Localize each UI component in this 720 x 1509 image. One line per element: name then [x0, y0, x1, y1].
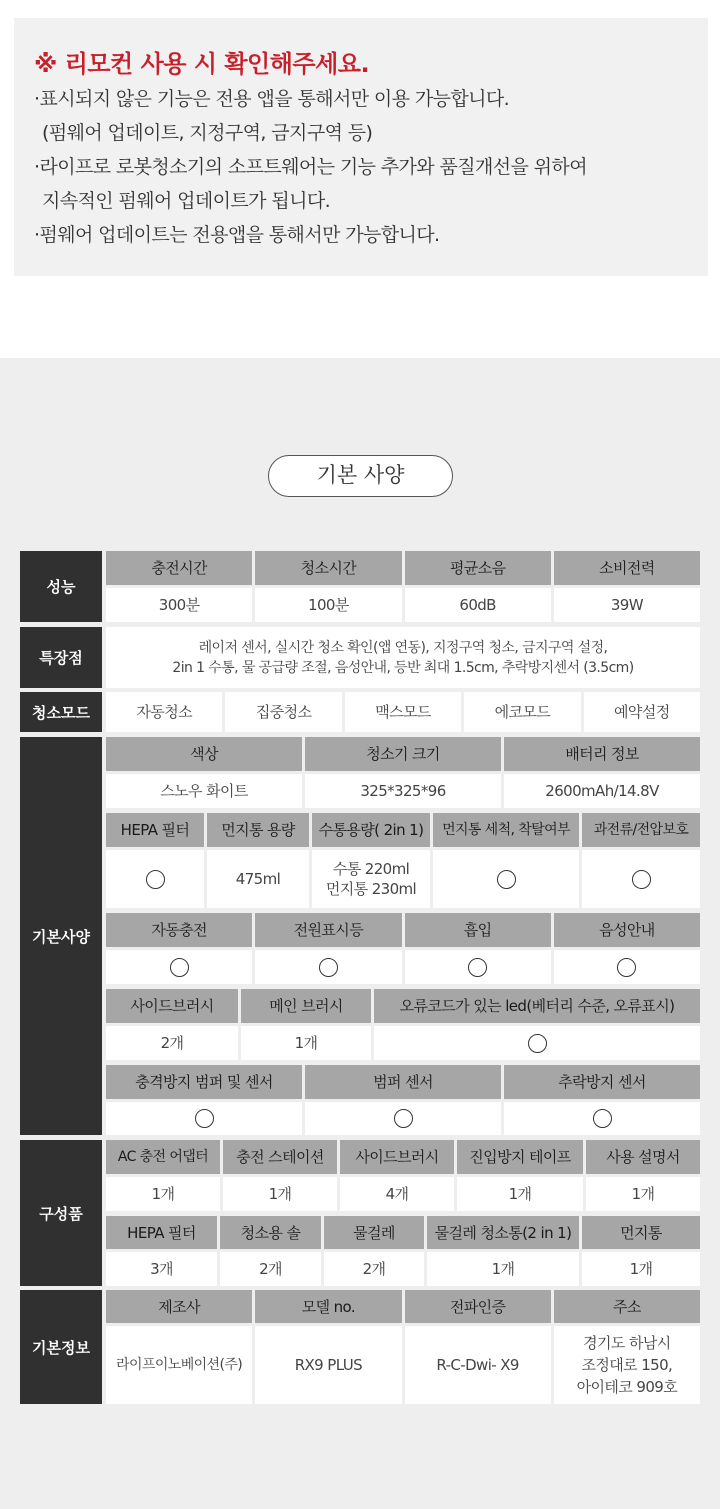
header-cell: AC 충전 어댑터 [106, 1140, 220, 1174]
header-cell: 모델 no. [255, 1290, 401, 1323]
circle-mark-icon [593, 1109, 612, 1128]
header-cell: 범퍼 센서 [305, 1065, 501, 1099]
section-features [20, 627, 700, 688]
value-cell [582, 850, 700, 908]
value-cell: 4개 [340, 1177, 454, 1211]
header-cell: 먼지통 [582, 1216, 700, 1249]
header-cell: 수통용량( 2in 1) [312, 813, 430, 847]
notice-line: ·표시되지 않은 기능은 전용 앱을 통해서만 이용 가능합니다. [34, 88, 510, 110]
section-label: 특장점 [20, 627, 102, 688]
value-cell [504, 1102, 700, 1135]
value-cell: 1개 [457, 1177, 583, 1211]
notice-line: 지속적인 펌웨어 업데이트가 됩니다. [42, 190, 331, 212]
header-cell: 자동충전 [106, 913, 252, 947]
value-cell [305, 1102, 501, 1135]
header-cell: 진입방지 테이프 [457, 1140, 583, 1174]
value-cell: 2개 [220, 1252, 321, 1286]
value-cell: 2개 [106, 1026, 238, 1060]
address-line: 조정대로 150, [581, 1356, 673, 1374]
header-cell: 전원표시등 [255, 913, 401, 947]
header-cell: 전파인증 [405, 1290, 551, 1323]
circle-mark-icon [632, 870, 651, 889]
value-cell: 2600mAh/14.8V [504, 774, 700, 808]
value-cell: 1개 [582, 1252, 700, 1286]
header-cell: 배터리 정보 [504, 737, 700, 771]
value-cell [554, 950, 700, 984]
value-cell [433, 850, 579, 908]
section-basic-spec [20, 737, 700, 1135]
section-components [20, 1140, 700, 1286]
section-label: 기본정보 [20, 1290, 102, 1404]
header-cell: 사이드브러시 [106, 989, 238, 1023]
circle-mark-icon [617, 958, 636, 977]
header-cell: 평균소음 [405, 551, 551, 585]
header-cell: 주소 [554, 1290, 700, 1323]
features-cell [106, 627, 700, 688]
value-cell [106, 950, 252, 984]
value-cell: 475ml [207, 850, 309, 908]
value-cell: R-C-Dwi- X9 [405, 1326, 551, 1404]
value-cell: RX9 PLUS [255, 1326, 401, 1404]
section-label: 구성품 [20, 1140, 102, 1286]
value-cell [374, 1026, 700, 1060]
section-modes [20, 692, 700, 732]
section-label: 기본사양 [20, 737, 102, 1135]
features-line: 레이저 센서, 실시간 청소 확인(앱 연동), 지정구역 청소, 금지구역 설정, [198, 639, 608, 656]
value-cell: 100분 [255, 588, 401, 622]
circle-mark-icon [528, 1034, 547, 1053]
value-cell: 325*325*96 [305, 774, 501, 808]
circle-mark-icon [468, 958, 487, 977]
value-line: 수통 220ml [332, 860, 410, 878]
header-cell: 오류코드가 있는 led(베터리 수준, 오류표시) [374, 989, 700, 1023]
spec-title-pill: 기본 사양 [268, 455, 453, 497]
header-cell: 청소용 솔 [220, 1216, 321, 1249]
header-cell: 추락방지 센서 [504, 1065, 700, 1099]
value-cell: 스노우 화이트 [106, 774, 302, 808]
value-cell: 2개 [324, 1252, 424, 1286]
value-cell: 1개 [427, 1252, 579, 1286]
mode-cell: 자동청소 [106, 692, 222, 732]
value-cell: 3개 [106, 1252, 217, 1286]
circle-mark-icon [319, 958, 338, 977]
notice-line: ·펌웨어 업데이트는 전용앱을 통해서만 가능합니다. [34, 224, 440, 246]
header-cell: 청소기 크기 [305, 737, 501, 771]
mode-cell: 맥스모드 [345, 692, 461, 732]
address-cell [554, 1326, 700, 1404]
header-cell: 물걸레 [324, 1216, 424, 1249]
notice-line: (펌웨어 업데이트, 지정구역, 금지구역 등) [42, 122, 373, 144]
circle-mark-icon [195, 1109, 214, 1128]
mode-cell: 집중청소 [225, 692, 341, 732]
value-cell [312, 850, 430, 908]
header-cell: 먼지통 용량 [207, 813, 309, 847]
address-line: 아이테코 909호 [576, 1378, 678, 1396]
notice-line: ·라이프로 로봇청소기의 소프트웨어는 기능 추가와 품질개선을 위하여 [34, 156, 587, 178]
section-label: 청소모드 [20, 692, 102, 732]
mode-cell: 에코모드 [464, 692, 580, 732]
features-line: 2in 1 수통, 물 공급량 조절, 음성안내, 등반 최대 1.5cm, 추락방지센서 (3.5cm) [172, 659, 634, 676]
circle-mark-icon [497, 870, 516, 889]
header-cell: HEPA 필터 [106, 1216, 217, 1249]
header-cell: 음성안내 [554, 913, 700, 947]
header-cell: 메인 브러시 [241, 989, 371, 1023]
section-performance [20, 551, 700, 622]
header-cell: 색상 [106, 737, 302, 771]
header-cell: 과전류/전압보호 [582, 813, 700, 847]
value-line: 먼지통 230ml [325, 880, 417, 898]
value-cell: 60dB [405, 588, 551, 622]
section-label: 성능 [20, 551, 102, 622]
header-cell: 제조사 [106, 1290, 252, 1323]
header-cell: 먼지통 세척, 착탈여부 [433, 813, 579, 847]
header-cell: 사용 설명서 [586, 1140, 700, 1174]
mode-cell: 예약설정 [584, 692, 700, 732]
header-cell: 충전시간 [106, 551, 252, 585]
value-cell: 1개 [586, 1177, 700, 1211]
value-cell: 라이프이노베이션(주) [106, 1326, 252, 1404]
value-cell [255, 950, 401, 984]
header-cell: HEPA 필터 [106, 813, 204, 847]
remote-notice-box [14, 18, 708, 276]
header-cell: 청소시간 [255, 551, 401, 585]
header-cell: 소비전력 [554, 551, 700, 585]
header-cell: 충격방지 범퍼 및 센서 [106, 1065, 302, 1099]
value-cell: 1개 [241, 1026, 371, 1060]
circle-mark-icon [394, 1109, 413, 1128]
value-cell: 1개 [106, 1177, 220, 1211]
circle-mark-icon [170, 958, 189, 977]
header-cell: 물걸레 청소통(2 in 1) [427, 1216, 579, 1249]
value-cell: 1개 [223, 1177, 337, 1211]
section-basic-info [20, 1290, 700, 1404]
value-cell [405, 950, 551, 984]
header-cell: 사이드브러시 [340, 1140, 454, 1174]
circle-mark-icon [146, 870, 165, 889]
value-cell [106, 1102, 302, 1135]
notice-title: ※ 리모컨 사용 시 확인해주세요. [34, 50, 370, 78]
value-cell [106, 850, 204, 908]
header-cell: 충전 스테이션 [223, 1140, 337, 1174]
header-cell: 흡입 [405, 913, 551, 947]
value-cell: 300분 [106, 588, 252, 622]
address-line: 경기도 하남시 [583, 1334, 671, 1352]
value-cell: 39W [554, 588, 700, 622]
